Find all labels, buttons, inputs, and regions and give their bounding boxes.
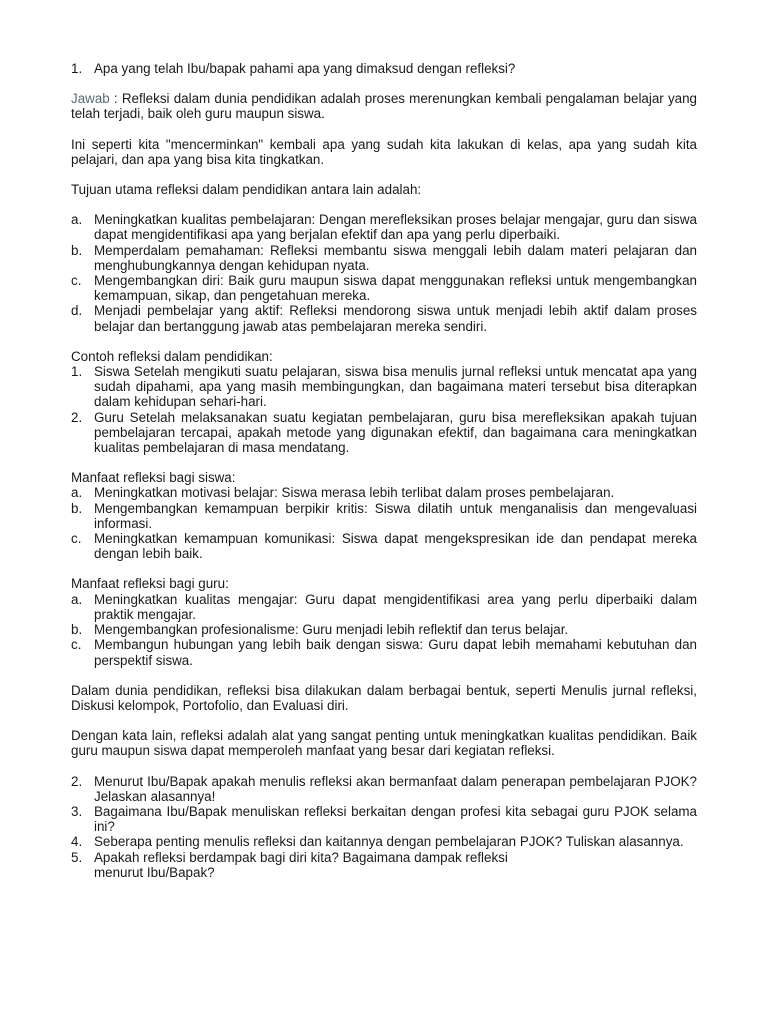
question-number: 4. <box>71 834 83 850</box>
question-item <box>71 834 697 849</box>
examples-list <box>71 364 697 455</box>
list-marker: b. <box>71 242 83 258</box>
question-text-line2: menurut Ibu/Bapak? <box>94 864 215 880</box>
list-marker: a. <box>71 591 83 607</box>
list-item <box>71 364 697 410</box>
list-marker: c. <box>71 637 82 653</box>
question-text: Menurut Ibu/Bapak apakah menulis refleksi akan bermanfaat dalam penerapan pembelajaran PJOK? Jelaskan alasannya! <box>94 773 697 804</box>
question-1 <box>71 61 697 76</box>
forms-paragraph: Dalam dunia pendidikan, refleksi bisa dilakukan dalam berbagai bentuk, seperti Menulis jurnal refleksi, Diskusi kelompok, Portofolio, dan Evaluasi diri. <box>71 682 697 713</box>
list-item-text: Membangun hubungan yang lebih baik dengan siswa: Guru dapat lebih memahami kebutuhan dan perspektif siswa. <box>94 637 697 668</box>
question-item <box>71 850 697 880</box>
list-item <box>71 212 697 242</box>
list-item-text: Mengembangkan profesionalisme: Guru menjadi lebih reflektif dan terus belajar. <box>94 622 569 638</box>
list-marker: c. <box>71 531 82 547</box>
list-marker: b. <box>71 622 83 638</box>
list-item-text: Meningkatkan kemampuan komunikasi: Siswa dapat mengekspresikan ide dan pendapat mereka dengan lebih baik. <box>94 531 697 562</box>
list-item <box>71 273 697 303</box>
list-item-text: Meningkatkan kualitas pembelajaran: Dengan merefleksikan proses belajar mengajar, guru dan siswa dapat mengidentifikasi apa yang berjalan efektif dan apa yang perlu diperbaiki. <box>94 212 697 243</box>
list-item-text: Mengembangkan diri: Baik guru maupun siswa dapat menggunakan refleksi untuk mengembangkan kemampuan, sikap, dan pengetahuan mereka. <box>94 273 697 304</box>
list-item <box>71 637 697 667</box>
list-item <box>71 531 697 561</box>
question-number: 1. <box>71 61 83 76</box>
list-item-text: Memperdalam pemahaman: Refleksi membantu siswa menggali lebih dalam materi pelajaran dan menghubungkannya dengan kehidupan nyata. <box>94 242 697 273</box>
list-item <box>71 485 697 500</box>
list-item-text: Meningkatkan kualitas mengajar: Guru dapat mengidentifikasi area yang perlu diperbaiki dalam praktik mengajar. <box>94 591 697 622</box>
list-marker: b. <box>71 500 83 516</box>
list-marker: c. <box>71 273 82 289</box>
list-marker: 2. <box>71 409 83 425</box>
list-marker: a. <box>71 212 83 228</box>
questions-list <box>71 774 697 880</box>
question-item <box>71 774 697 804</box>
conclusion-paragraph: Dengan kata lain, refleksi adalah alat yang sangat penting untuk meningkatkan kualitas pendidikan. Baik guru maupun siswa dapat memperoleh manfaat yang besar dari kegiatan refleksi. <box>71 728 697 759</box>
list-item-text: Mengembangkan kemampuan berpikir kritis: Siswa dilatih untuk menganalisis dan mengevaluasi informasi. <box>94 500 697 531</box>
list-item <box>71 622 697 637</box>
question-text: Apa yang telah Ibu/bapak pahami apa yang dimaksud dengan refleksi? <box>94 61 516 76</box>
list-item <box>71 501 697 531</box>
list-item-text: Guru Setelah melaksanakan suatu kegiatan pembelajaran, guru bisa merefleksikan apakah tujuan pembelajaran tercapai, apakah metode yang digunakan efektif, dan bagaimana cara meningkatkan kualitas pembelajaran di masa mendatang. <box>94 409 697 456</box>
mirror-paragraph: Ini seperti kita "mencerminkan" kembali apa yang sudah kita lakukan di kelas, apa yang sudah kita pelajari, dan apa yang bisa kita tingkatkan. <box>71 136 697 167</box>
teacher-benefits-heading: Manfaat refleksi bagi guru: <box>71 576 229 592</box>
list-item <box>71 243 697 273</box>
question-item <box>71 804 697 834</box>
document-body <box>71 61 697 895</box>
list-marker: 1. <box>71 364 83 380</box>
question-number: 2. <box>71 773 83 789</box>
answer-label: Jawab <box>71 91 110 107</box>
list-item-text: Siswa Setelah mengikuti suatu pelajaran, siswa bisa menulis jurnal refleksi untuk mencatat apa yang sudah dipahami, apa yang masih membingungkan, dan bagaimana materi tersebut bisa diterapkan dalam kehidupan sehari-hari. <box>94 364 697 410</box>
question-number: 3. <box>71 803 83 819</box>
list-marker: d. <box>71 303 83 319</box>
answer-text: : Refleksi dalam dunia pendidikan adalah proses merenungkan kembali pengalaman belajar yang telah terjadi, baik oleh guru maupun siswa. <box>71 91 697 122</box>
list-item-text: Meningkatkan motivasi belajar: Siswa merasa lebih terlibat dalam proses pembelajaran. <box>94 485 615 501</box>
goals-heading: Tujuan utama refleksi dalam pendidikan antara lain adalah: <box>71 182 422 198</box>
student-benefits-heading: Manfaat refleksi bagi siswa: <box>71 470 236 486</box>
list-item-text: Menjadi pembelajar yang aktif: Refleksi mendorong siswa untuk menjadi lebih aktif dalam proses belajar dan bertanggung jawab atas pembelajaran mereka sendiri. <box>94 303 697 334</box>
list-item <box>71 303 697 333</box>
goals-list <box>71 212 697 334</box>
question-number: 5. <box>71 849 83 865</box>
student-benefits-list <box>71 485 697 561</box>
teacher-benefits-list <box>71 592 697 668</box>
question-text: Seberapa penting menulis refleksi dan kaitannya dengan pembelajaran PJOK? Tuliskan alasannya. <box>94 834 684 850</box>
answer-paragraph <box>71 91 697 121</box>
question-text-line1: Apakah refleksi berdampak bagi diri kita? Bagaimana dampak refleksi <box>94 849 508 865</box>
question-text: Bagaimana Ibu/Bapak menuliskan refleksi berkaitan dengan profesi kita sebagai guru PJOK selama ini? <box>94 803 697 835</box>
list-item <box>71 410 697 456</box>
examples-heading: Contoh refleksi dalam pendidikan: <box>71 348 273 364</box>
list-item <box>71 592 697 622</box>
list-marker: a. <box>71 485 83 501</box>
